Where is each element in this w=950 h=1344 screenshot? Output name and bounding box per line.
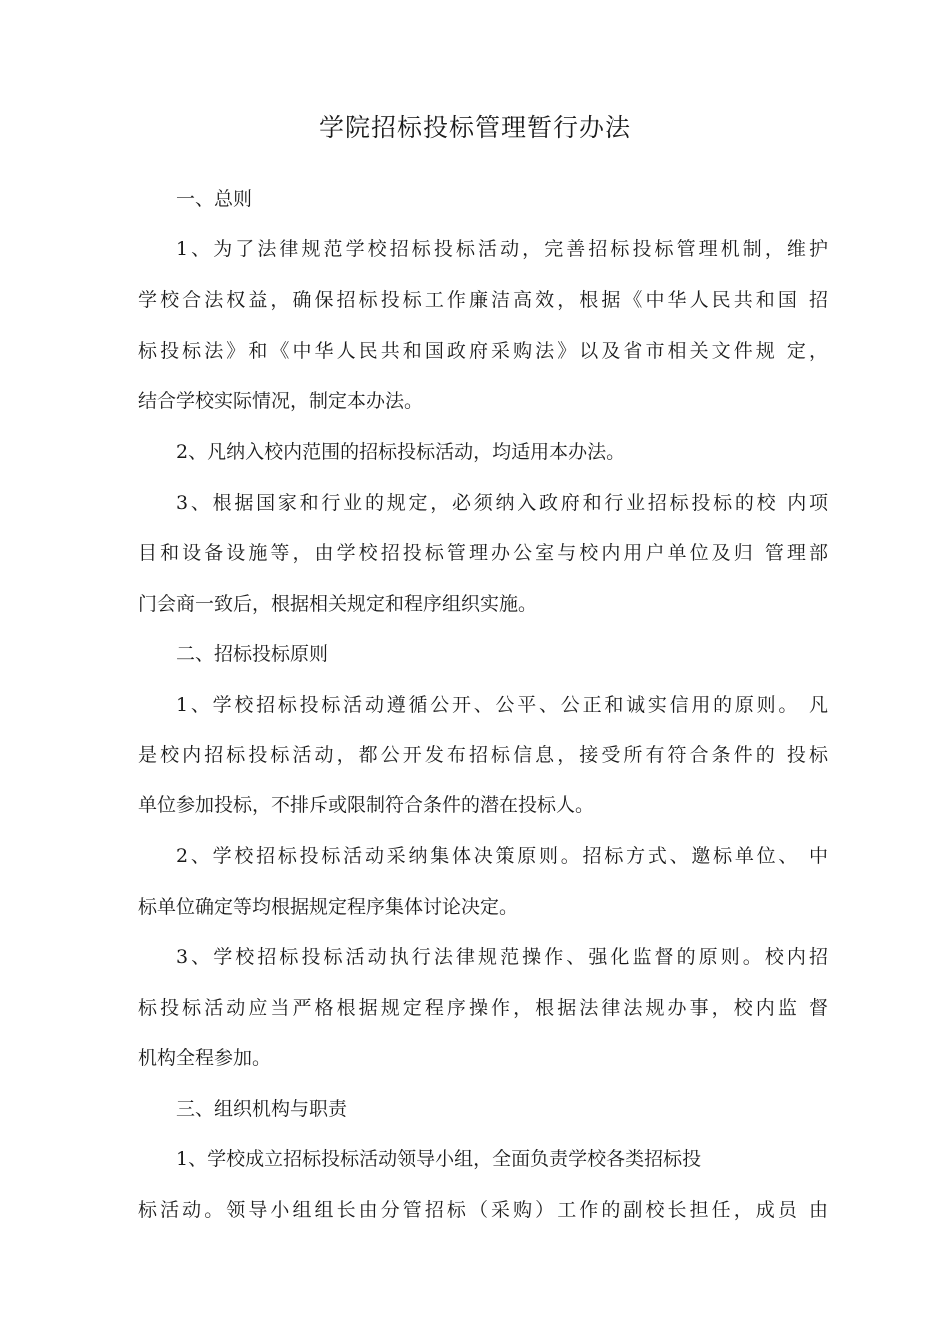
- document-title: 学院招标投标管理暂行办法: [318, 113, 631, 142]
- paragraph-line: 是校内招标投标活动，都公开发布招标信息，接受所有符合条件的 投标: [138, 744, 828, 766]
- paragraph-line: 单位参加投标，不排斥或限制符合条件的潜在投标人。: [138, 794, 595, 816]
- paragraph-line: 3、学校招标投标活动执行法律规范操作、强化监督的原则。校内招: [176, 946, 828, 968]
- paragraph-line: 2、学校招标投标活动采纳集体决策原则。招标方式、邀标单位、 中: [176, 845, 828, 867]
- paragraph-line: 2、凡纳入校内范围的招标投标活动，均适用本办法。: [176, 441, 626, 463]
- paragraph-line: 门会商一致后，根据相关规定和程序组织实施。: [138, 593, 538, 615]
- paragraph-line: 1、学校招标投标活动遵循公开、公平、公正和诚实信用的原则。 凡: [176, 694, 828, 716]
- paragraph-line: 1、为了法律规范学校招标投标活动，完善招标投标管理机制，维护: [176, 238, 828, 260]
- paragraph-line: 机构全程参加。: [138, 1047, 272, 1069]
- paragraph-line: 3、根据国家和行业的规定，必须纳入政府和行业招标投标的校 内项: [176, 492, 828, 514]
- section-heading-organization: 三、组织机构与职责: [176, 1098, 348, 1120]
- paragraph-line: 1、学校成立招标投标活动领导小组，全面负责学校各类招标投: [176, 1148, 702, 1170]
- section-heading-general: 一、总则: [176, 188, 253, 210]
- paragraph-line: 标投标法》和《中华人民共和国政府采购法》以及省市相关文件规 定，: [138, 340, 828, 362]
- paragraph-line: 结合学校实际情况，制定本办法。: [138, 390, 424, 412]
- paragraph-line: 标活动。领导小组组长由分管招标（采购）工作的副校长担任，成员 由: [138, 1199, 828, 1221]
- paragraph-line: 学校合法权益，确保招标投标工作廉洁高效，根据《中华人民共和国 招: [138, 289, 828, 311]
- section-heading-principles: 二、招标投标原则: [176, 643, 329, 665]
- paragraph-line: 标投标活动应当严格根据规定程序操作，根据法律法规办事，校内监 督: [138, 997, 828, 1019]
- paragraph-line: 标单位确定等均根据规定程序集体讨论决定。: [138, 896, 519, 918]
- paragraph-line: 目和设备设施等，由学校招投标管理办公室与校内用户单位及归 管理部: [138, 542, 828, 564]
